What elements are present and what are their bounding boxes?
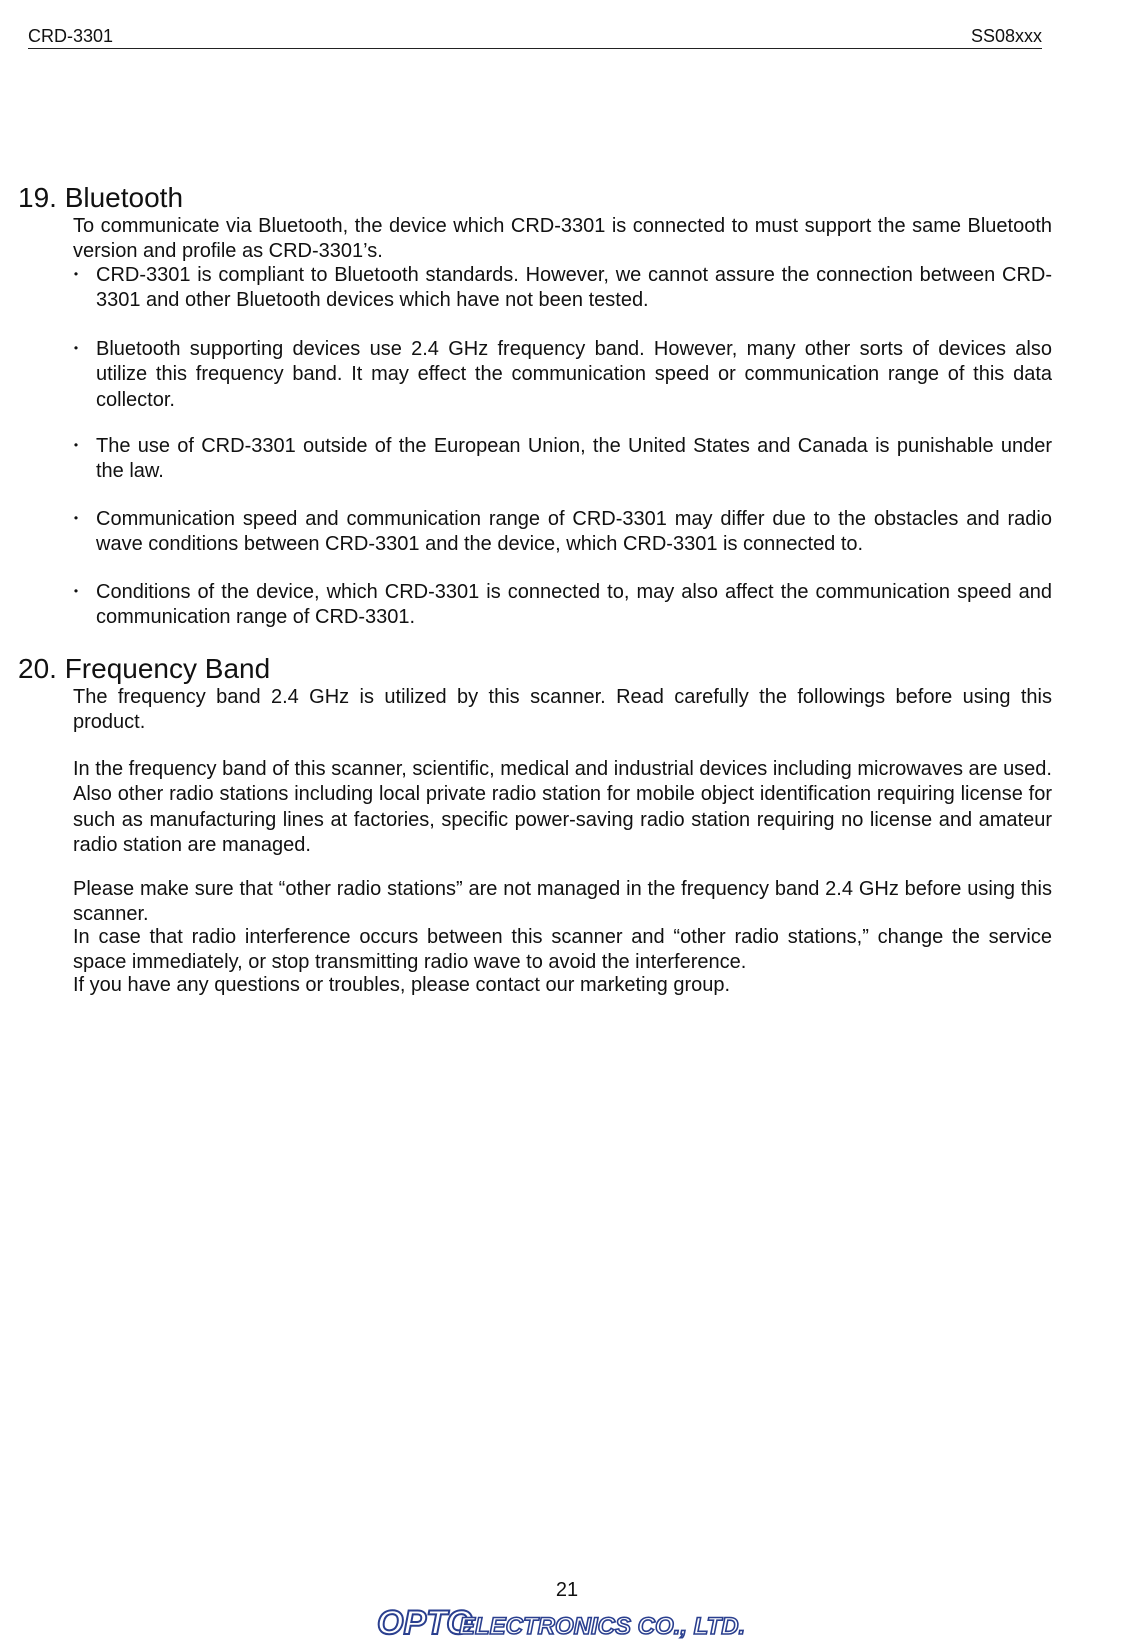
bullet-item [67, 434, 1052, 485]
logo-electronics: ELECTRONICS CO., LTD. [459, 1613, 746, 1640]
bullet-mark: ・ [67, 436, 85, 456]
frequency-paragraph: Please make sure that “other radio stations” are not managed in the frequency band 2.4 GHz before using this scanner. [73, 878, 1052, 926]
bullet-text: Communication speed and communication range of CRD-3301 may differ due to the obstacles and radio wave conditions between CRD-3301 and the device, which CRD-3301 is connected to. [96, 508, 1052, 556]
bullet-text: Conditions of the device, which CRD-3301 is connected to, may also affect the communication speed and communication range of CRD-3301. [96, 581, 1052, 629]
header-doc-code: SS08xxx [970, 26, 1042, 46]
bullet-text: The use of CRD-3301 outside of the European Union, the United States and Canada is punishable under the law. [96, 435, 1052, 483]
company-logo [377, 1603, 757, 1648]
frequency-paragraph: If you have any questions or troubles, please contact our marketing group. [73, 974, 731, 996]
section-title-bluetooth: 19. Bluetooth [18, 182, 184, 213]
bullet-item [67, 337, 1052, 413]
page-header [28, 26, 1042, 49]
page-number: 21 [555, 1579, 579, 1601]
bullet-mark: ・ [67, 265, 85, 285]
bluetooth-intro: To communicate via Bluetooth, the device which CRD-3301 is connected to must support the same Bluetooth version and profile as CRD-3301’s. [73, 215, 1052, 263]
frequency-paragraph: In case that radio interference occurs between this scanner and “other radio stations,” change the service space immediately, or stop transmitting radio wave to avoid the interference. [73, 926, 1052, 974]
section-title-frequency-band: 20. Frequency Band [18, 653, 271, 684]
frequency-paragraph: The frequency band 2.4 GHz is utilized by this scanner. Read carefully the followings before using this product. [73, 686, 1052, 734]
bullet-mark: ・ [67, 582, 85, 602]
bullet-mark: ・ [67, 339, 85, 359]
company-logo-icon [377, 1603, 757, 1643]
logo-opto: OPTO [377, 1604, 473, 1642]
header-model: CRD-3301 [28, 26, 114, 46]
bullet-item [67, 507, 1052, 558]
bullet-text: Bluetooth supporting devices use 2.4 GHz frequency band. However, many other sorts of devices also utilize this frequency band. It may effect the communication speed or communication range of this data collector. [96, 338, 1052, 411]
bullet-item [67, 580, 1052, 631]
bullet-item [67, 263, 1052, 314]
bullet-mark: ・ [67, 509, 85, 529]
frequency-paragraph: In the frequency band of this scanner, scientific, medical and industrial devices including microwaves are used. Also other radio stations including local private radio station for mobile object identification requiring license for such as manufacturing lines at factories, specific power-saving radio station requiring no license and amateur radio station are managed. [73, 758, 1052, 856]
bullet-text: CRD-3301 is compliant to Bluetooth standards. However, we cannot assure the connection between CRD-3301 and other Bluetooth devices which have not been tested. [96, 264, 1052, 312]
